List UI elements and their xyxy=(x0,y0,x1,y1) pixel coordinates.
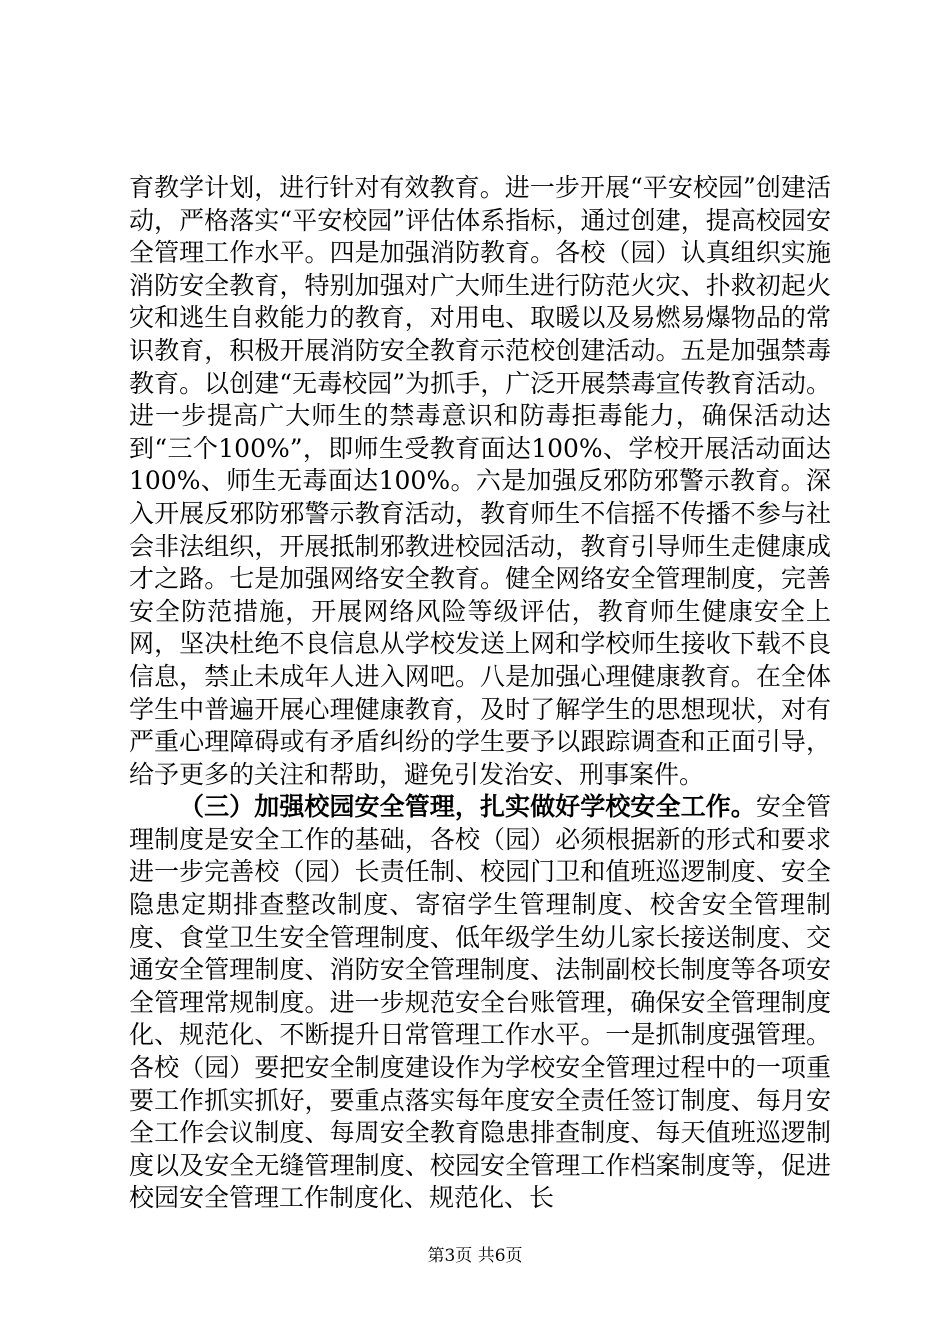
page-number-footer: 第3页 共6页 xyxy=(427,1246,523,1266)
document-body xyxy=(129,172,831,1215)
section-heading: （三）加强校园安全管理，扎实做好学校安全工作。 xyxy=(179,792,756,822)
paragraph-education-continued xyxy=(129,172,831,791)
paragraph-section-three xyxy=(129,791,831,1215)
paragraph-text: 安全管理制度是安全工作的基础，各校（园）必须根据新的形式和要求进一步完善校（园）长责任制、校园门卫和值班巡逻制度、安全隐患定期排查整改制度、寄宿学生管理制度、校舍安全管理制度、食堂卫生安全管理制度、低年级学生幼儿家长接送制度、交通安全管理制度、消防安全管理制度、法制副校长制度等各项安全管理常规制度。进一步规范安全台账管理，确保安全管理制度化、规范化、不断提升日常管理工作水平。一是抓制度强管理。各校（园）要把安全制度建设作为学校安全管理过程中的一项重要工作抓实抓好，要重点落实每年度安全责任签订制度、每月安全工作会议制度、每周安全教育隐患排查制度、每天值班巡逻制度以及安全无缝管理制度、校园安全管理工作档案制度等，促进校园安全管理工作制度化、规范化、长 xyxy=(129,792,831,1213)
paragraph-text: 育教学计划，进行针对有效教育。进一步开展“平安校园”创建活动，严格落实“平安校园”评估体系指标，通过创建，提高校园安全管理工作水平。四是加强消防教育。各校（园）认真组织实施消防安全教育，特别加强对广大师生进行防范火灾、扑救初起火灾和逃生自救能力的教育，对用电、取暖以及易燃易爆物品的常识教育，积极开展消防安全教育示范校创建活动。五是加强禁毒教育。以创建“无毒校园”为抓手，广泛开展禁毒宣传教育活动。进一步提高广大师生的禁毒意识和防毒拒毒能力，确保活动达到“三个100%”，即师生受教育面达100%、学校开展活动面达100%、师生无毒面达100%。六是加强反邪防邪警示教育。深入开展反邪防邪警示教育活动，教育师生不信摇不传播不参与社会非法组织，开展抵制邪教进校园活动，教育引导师生走健康成才之路。七是加强网络安全教育。健全网络安全管理制度，完善安全防范措施，开展网络风险等级评估，教育师生健康安全上网，坚决杜绝不良信息从学校发送上网和学校师生接收下载不良信息，禁止未成年人进入网吧。八是加强心理健康教育。在全体学生中普遍开展心理健康教育，及时了解学生的思想现状，对有严重心理障碍或有矛盾纠纷的学生要予以跟踪调查和正面引导，给予更多的关注和帮助，避免引发治安、刑事案件。 xyxy=(129,173,831,789)
